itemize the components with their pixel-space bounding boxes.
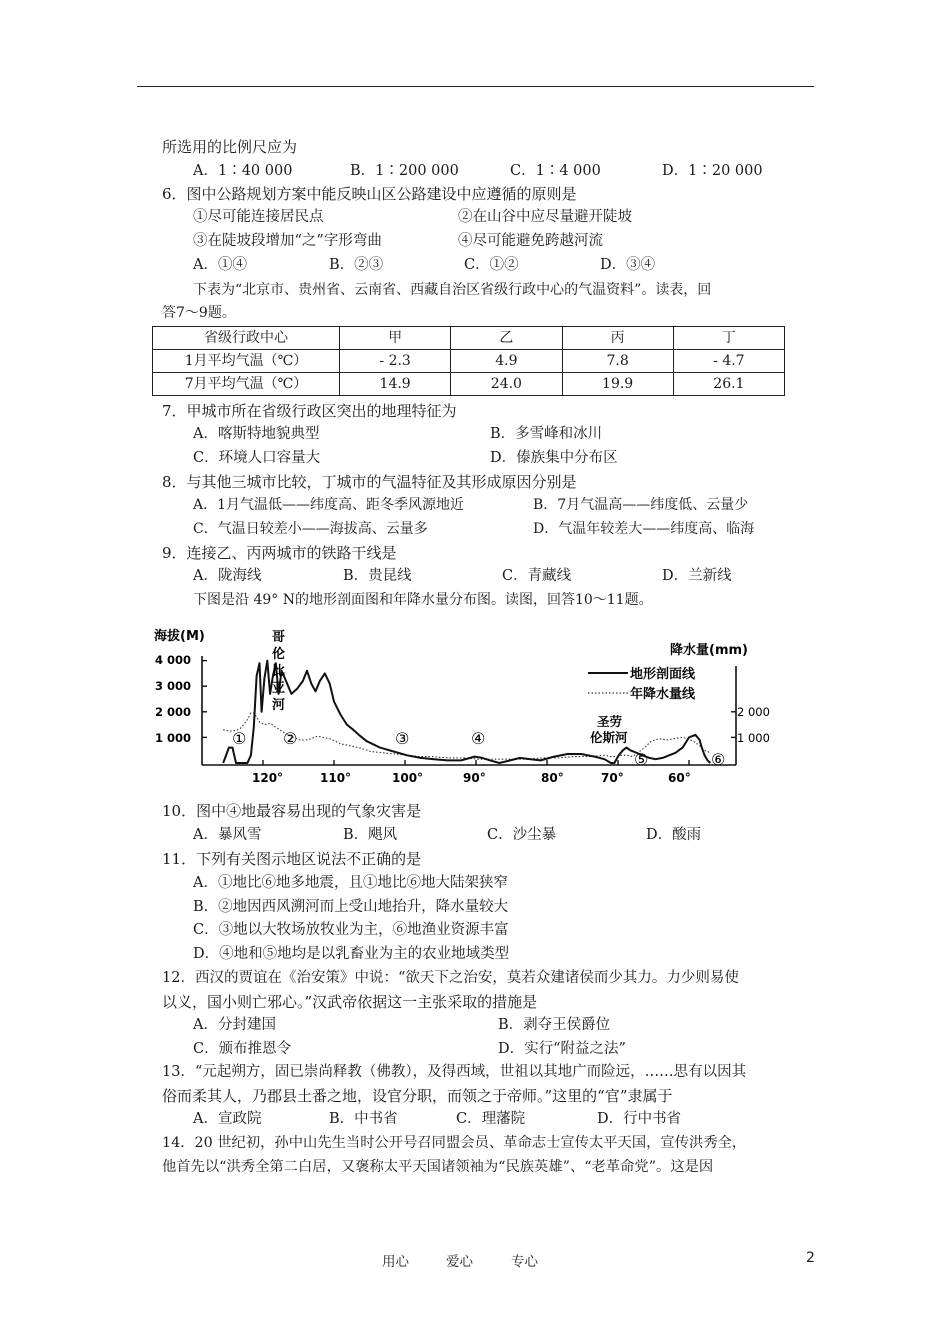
q9-stem: 9．连接乙、丙两城市的铁路干线是 [162, 544, 397, 562]
q6-option-d: D．③④ [600, 257, 656, 273]
location-marker-1: ① [232, 729, 247, 748]
q11-stem: 11．下列有关图示地区说法不正确的是 [162, 850, 422, 868]
location-marker-5: ⑤ [634, 750, 649, 769]
table-cell: - 4.7 [673, 350, 784, 373]
q5-option-a: A．1∶40 000 [193, 163, 293, 179]
q9-option-d: D．兰新线 [662, 568, 732, 584]
temperature-table [152, 326, 785, 396]
left-axis-title: 海拔(M) [154, 629, 205, 644]
st-lawrence-river-label-line1: 圣劳 [597, 714, 623, 729]
q9-option-b: B．贵昆线 [343, 568, 412, 584]
q13-option-b: B．中书省 [329, 1111, 398, 1127]
columbia-river-char: 河 [272, 698, 286, 713]
q12-option-d: D．实行“附益之法” [498, 1041, 626, 1057]
right-axis-title: 降水量(mm) [670, 643, 748, 658]
q10-stem: 10．图中④地最容易出现的气象灾害是 [162, 802, 422, 820]
terrain-precipitation-profile-chart [150, 626, 790, 796]
table-row [153, 350, 785, 373]
q10-option-c: C．沙尘暴 [487, 827, 557, 843]
q8-option-b: B．7月气温高——纬度低、云量少 [533, 497, 749, 513]
q7-stem: 7．甲城市所在省级行政区突出的地理特征为 [162, 402, 457, 420]
location-markers [232, 729, 725, 769]
table-cell: - 2.3 [340, 350, 451, 373]
footer-motto-2: 爱心 [446, 1254, 473, 1270]
q13-option-a: A．宣政院 [193, 1111, 262, 1127]
st-lawrence-river-label-line2: 伦斯河 [590, 730, 628, 745]
table-cell: 26.1 [673, 373, 784, 396]
q6-item-1: ①尽可能连接居民点 [193, 209, 324, 225]
left-axis-ticks [155, 653, 191, 745]
q7-option-b: B．多雪峰和冰川 [490, 426, 603, 442]
location-marker-6: ⑥ [711, 750, 726, 769]
header-rule [137, 86, 814, 87]
x-tick-label: 90° [463, 771, 486, 785]
q5-option-b: B．1∶200 000 [350, 163, 459, 179]
q10-option-d: D．酸雨 [646, 827, 702, 843]
q6-option-c: C．①② [464, 257, 519, 273]
q10-option-a: A．暴风雪 [193, 827, 262, 843]
q13-stem-line1: 13．“元起朔方，固已崇尚释教（佛教），及得西域，世祖以其地广而险远，……思有以因其 [162, 1064, 747, 1080]
x-tick-label: 120° [252, 771, 284, 785]
table-cell: 19.9 [562, 373, 673, 396]
q6-item-2: ②在山谷中应尽量避开陡坡 [458, 209, 632, 225]
q11-option-d: D．④地和⑤地均是以乳畜业为主的农业地域类型 [193, 946, 510, 962]
columbia-river-char: 伦 [272, 647, 286, 662]
q10-option-b: B．飓风 [343, 827, 398, 843]
table-row [153, 373, 785, 396]
q12-stem-line2: 以义，国小则亡邪心。”汉武帝依据这一主张采取的措施是 [162, 993, 538, 1011]
table-header-cell: 甲 [340, 327, 451, 350]
columbia-river-char: 比 [272, 664, 286, 679]
location-marker-2: ② [283, 729, 298, 748]
intro-10-11: 下图是沿 49° N的地形剖面图和年降水量分布图。读图，回答10～11题。 [193, 592, 653, 608]
x-tick-label: 70° [601, 771, 624, 785]
q5-option-d: D．1∶20 000 [662, 163, 763, 179]
columbia-river-char: 亚 [272, 681, 286, 696]
columbia-river-label [272, 629, 285, 713]
legend-terrain-label: 地形剖面线 [630, 667, 696, 682]
q9-option-c: C．青藏线 [502, 568, 572, 584]
table-cell: 1月平均气温（℃） [153, 350, 340, 373]
x-tick-label: 110° [320, 771, 352, 785]
q12-option-c: C．颁布推恩令 [193, 1041, 292, 1057]
q8-option-a: A．1月气温低——纬度高、距冬季风源地近 [193, 497, 465, 513]
q11-option-a: A．①地比⑥地多地震，且①地比⑥地大陆架狭窄 [193, 875, 508, 891]
q6-option-b: B．②③ [329, 257, 384, 273]
table-cell: 14.9 [340, 373, 451, 396]
left-tick-label: 2 000 [155, 705, 192, 719]
x-tick-label: 100° [392, 771, 424, 785]
q14-stem-line2: 他首先以“洪秀全第二白居，又褒称太平天国诸领袖为“民族英雄”、“老革命党”。这是因 [162, 1159, 714, 1175]
q13-option-d: D．行中书省 [597, 1111, 682, 1127]
q7-option-a: A．喀斯特地貌典型 [193, 426, 320, 442]
q11-option-c: C．③地以大牧场放牧业为主，⑥地渔业资源丰富 [193, 922, 509, 938]
table-cell: 24.0 [451, 373, 562, 396]
q7-option-c: C．环境人口容量大 [193, 450, 321, 466]
q12-option-a: A．分封建国 [193, 1017, 276, 1033]
table-header-cell: 丁 [673, 327, 784, 350]
location-marker-4: ④ [471, 729, 486, 748]
q13-stem-line2: 俗而柔其人，乃郡县土番之地，设官分职，而领之于帝师。”这里的“官”隶属于 [162, 1087, 673, 1105]
legend-precip-label: 年降水量线 [630, 687, 696, 702]
table-header-row [153, 327, 785, 350]
left-tick-label: 3 000 [155, 679, 192, 693]
q6-stem: 6．图中公路规划方案中能反映山区公路建设中应遵循的原则是 [162, 185, 577, 203]
page-number: 2 [806, 1250, 815, 1266]
table-header-cell: 省级行政中心 [153, 327, 340, 350]
q9-option-a: A．陇海线 [193, 568, 262, 584]
q7-option-d: D．傣族集中分布区 [490, 450, 618, 466]
q12-stem-line1: 12．西汉的贾谊在《治安策》中说：“欲天下之治安，莫若众建诸侯而少其力。力少则易使 [162, 970, 739, 986]
table-header-cell: 乙 [451, 327, 562, 350]
table-header-cell: 丙 [562, 327, 673, 350]
q11-option-b: B．②地因西风溯河而上受山地抬升，降水量较大 [193, 899, 509, 915]
right-tick-label: 2 000 [737, 705, 770, 719]
right-axis-ticks [737, 705, 770, 745]
table-cell: 4.9 [451, 350, 562, 373]
q5-stem-tail: 所选用的比例尺应为 [162, 138, 298, 156]
table-cell: 7.8 [562, 350, 673, 373]
q14-stem-line1: 14．20 世纪初，孙中山先生当时公开号召同盟会员、革命志士宣传太平天国，宣传洪秀全， [162, 1135, 747, 1151]
left-tick-label: 4 000 [155, 653, 192, 667]
q5-option-c: C．1∶4 000 [510, 163, 601, 179]
x-tick-label: 80° [541, 771, 564, 785]
footer-motto-3: 专心 [511, 1254, 538, 1270]
q6-item-4: ④尽可能避免跨越河流 [458, 233, 603, 249]
x-axis-ticks [252, 771, 691, 785]
chart-legend [588, 666, 696, 702]
columbia-river-char: 哥 [272, 630, 286, 645]
q13-option-c: C．理藩院 [456, 1111, 526, 1127]
q12-option-b: B．剥夺王侯爵位 [498, 1017, 611, 1033]
table-cell: 7月平均气温（℃） [153, 373, 340, 396]
q6-item-3: ③在陡坡段增加“之”字形弯曲 [193, 233, 382, 249]
q8-option-c: C．气温日较差小——海拔高、云量多 [193, 521, 428, 537]
q8-option-d: D．气温年较差大——纬度高、临海 [533, 521, 755, 537]
x-tick-label: 60° [668, 771, 691, 785]
right-tick-label: 1 000 [737, 731, 770, 745]
footer-motto-1: 用心 [382, 1254, 409, 1270]
intro-7-9-line1: 下表为“北京市、贵州省、云南省、西藏自治区省级行政中心的气温资料”。读表，回 [193, 282, 712, 298]
location-marker-3: ③ [395, 729, 410, 748]
intro-7-9-line2: 答7～9题。 [162, 305, 236, 321]
q6-option-a: A．①④ [193, 257, 247, 273]
q8-stem: 8．与其他三城市比较，丁城市的气温特征及其形成原因分别是 [162, 473, 577, 491]
left-tick-label: 1 000 [155, 731, 192, 745]
